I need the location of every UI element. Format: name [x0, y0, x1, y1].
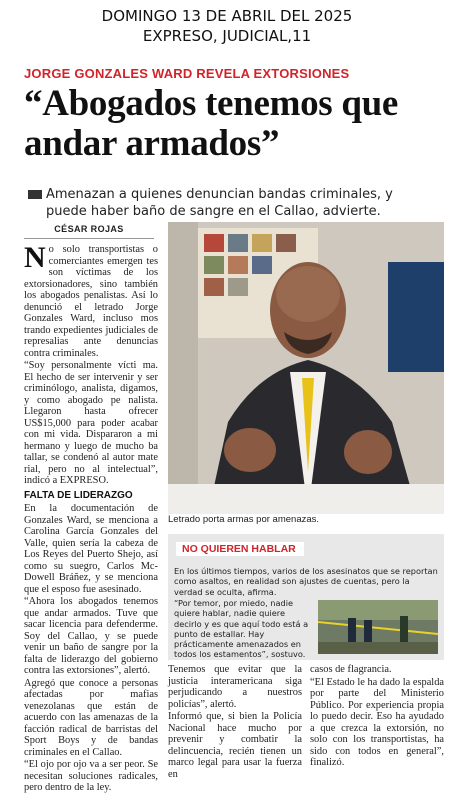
dropcap: N — [24, 241, 46, 274]
crime-scene-photo — [318, 600, 438, 654]
paragraph: “El ojo por ojo va a ser peor. Se necesitan soluciones radicales, pero dentro de la ley. — [24, 759, 158, 793]
deck-text: Amenazan a quienes denuncian bandas criminales, y puede haber baño de sangre en el Callao, advierte. — [46, 187, 393, 219]
sidebar-paragraph-2: “Por temor, por miedo, nadie quiere hablar, nadie quiere decirlo y es que aquí todo está a punto de estallar. Hay prácticamente amenazados en todos los estamentos”, sostuvo. — [174, 598, 309, 660]
sidebar-paragraph-1: En los últimos tiempos, varios de los asesinatos que se reportan como asaltos, en realidad son ajustes de cuentas, pero la verdad se oculta, afirma. — [174, 566, 438, 597]
lawyer-photo — [168, 222, 444, 514]
paragraph: “Soy personalmente vícti ma. El hecho de ser intervenir y ser criminólogo, analista, digamos, y como abogado pe nalista. Llegaron hasta ofrecer US$15,000 para poder acabar con mi vida. Dispararon a mi hermano y luego de mucho ba tallar, se condenó al autor mate rial, pero no al intelectual”, indicó a EXPRESO. — [24, 360, 158, 486]
byline: CÉSAR ROJAS — [54, 224, 124, 234]
paragraph: “El Estado le ha dado la espalda por parte del Ministerio Público. Por experiencia propia lo puedo decir. Eso ha ayudado a que crezca la extorsión, no solo con los transportistas, ha sido con todos en general”, finalizó. — [310, 676, 444, 768]
masthead-date: DOMINGO 13 DE ABRIL DEL 2025 — [101, 7, 353, 25]
deck-marker-icon — [28, 190, 42, 199]
paragraph: casos de flagrancia. — [310, 664, 392, 675]
paragraph: Tenemos que evitar que la justicia interamericana siga perjudicando a nuestros policías”, alertó. — [168, 664, 302, 710]
paragraph: Agregó que conoce a personas afectadas por mafias venezolanas que están de acuerdo con las amenazas de la facción radical de barristas del Sport Boys y de bandas criminales en el Callao. — [24, 677, 158, 758]
sidebar-title: NO QUIEREN HABLAR — [176, 542, 304, 556]
lawyer-photo-illustration — [168, 222, 444, 514]
photo-caption: Letrado porta armas por amenazas. — [168, 514, 320, 525]
sidebar-box — [168, 534, 444, 660]
masthead-section: EXPRESO, JUDICIAL,11 — [142, 27, 312, 45]
article-headline: “Abogados tenemos que andar armados” — [24, 83, 399, 164]
body-column-3 — [310, 664, 444, 770]
paragraph: En la documentación de Gonzales Ward, se menciona a Carolina García Gonzales del Valle, quien sería la cabeza de Los Reyes del Puerto Shejo, así como su suegro, Carlos Mc-Dowell Bráñez, y se menciona que el esposo fue asesinado. — [24, 503, 158, 595]
crime-scene-illustration — [318, 600, 438, 654]
article-deck — [24, 186, 424, 220]
page-masthead — [0, 6, 454, 46]
paragraph: o solo transportistas o comerciantes emergen tes son víctimas de los extorsionadores, sino también los abogados penalistas. Así lo denunció el letrado Jorge Gonzales Ward, incluso mos trando expedientes judiciales de represalias ante denuncias contra criminales. — [24, 244, 158, 359]
subhead: FALTA DE LIDERAZGO — [24, 489, 133, 501]
paragraph: “Ahora los abogados tenemos que andar armados. Tuve que sacar licencia para defenderme. Soy del Callao, y se puede venir un baño de sangre por la falta de liderazgo del gobierno contra las extorsiones”, alertó. — [24, 596, 158, 676]
body-column-2 — [168, 664, 302, 781]
article-kicker: JORGE GONZALES WARD REVELA EXTORSIONES — [24, 66, 350, 81]
paragraph: Informó que, si bien la Policía Nacional hace mucho por prevenir y combatir la delincuencia, recién tienen un marco legal para usar la fuerza en — [168, 711, 302, 780]
body-column-1 — [24, 241, 158, 794]
byline-rule — [24, 238, 154, 239]
